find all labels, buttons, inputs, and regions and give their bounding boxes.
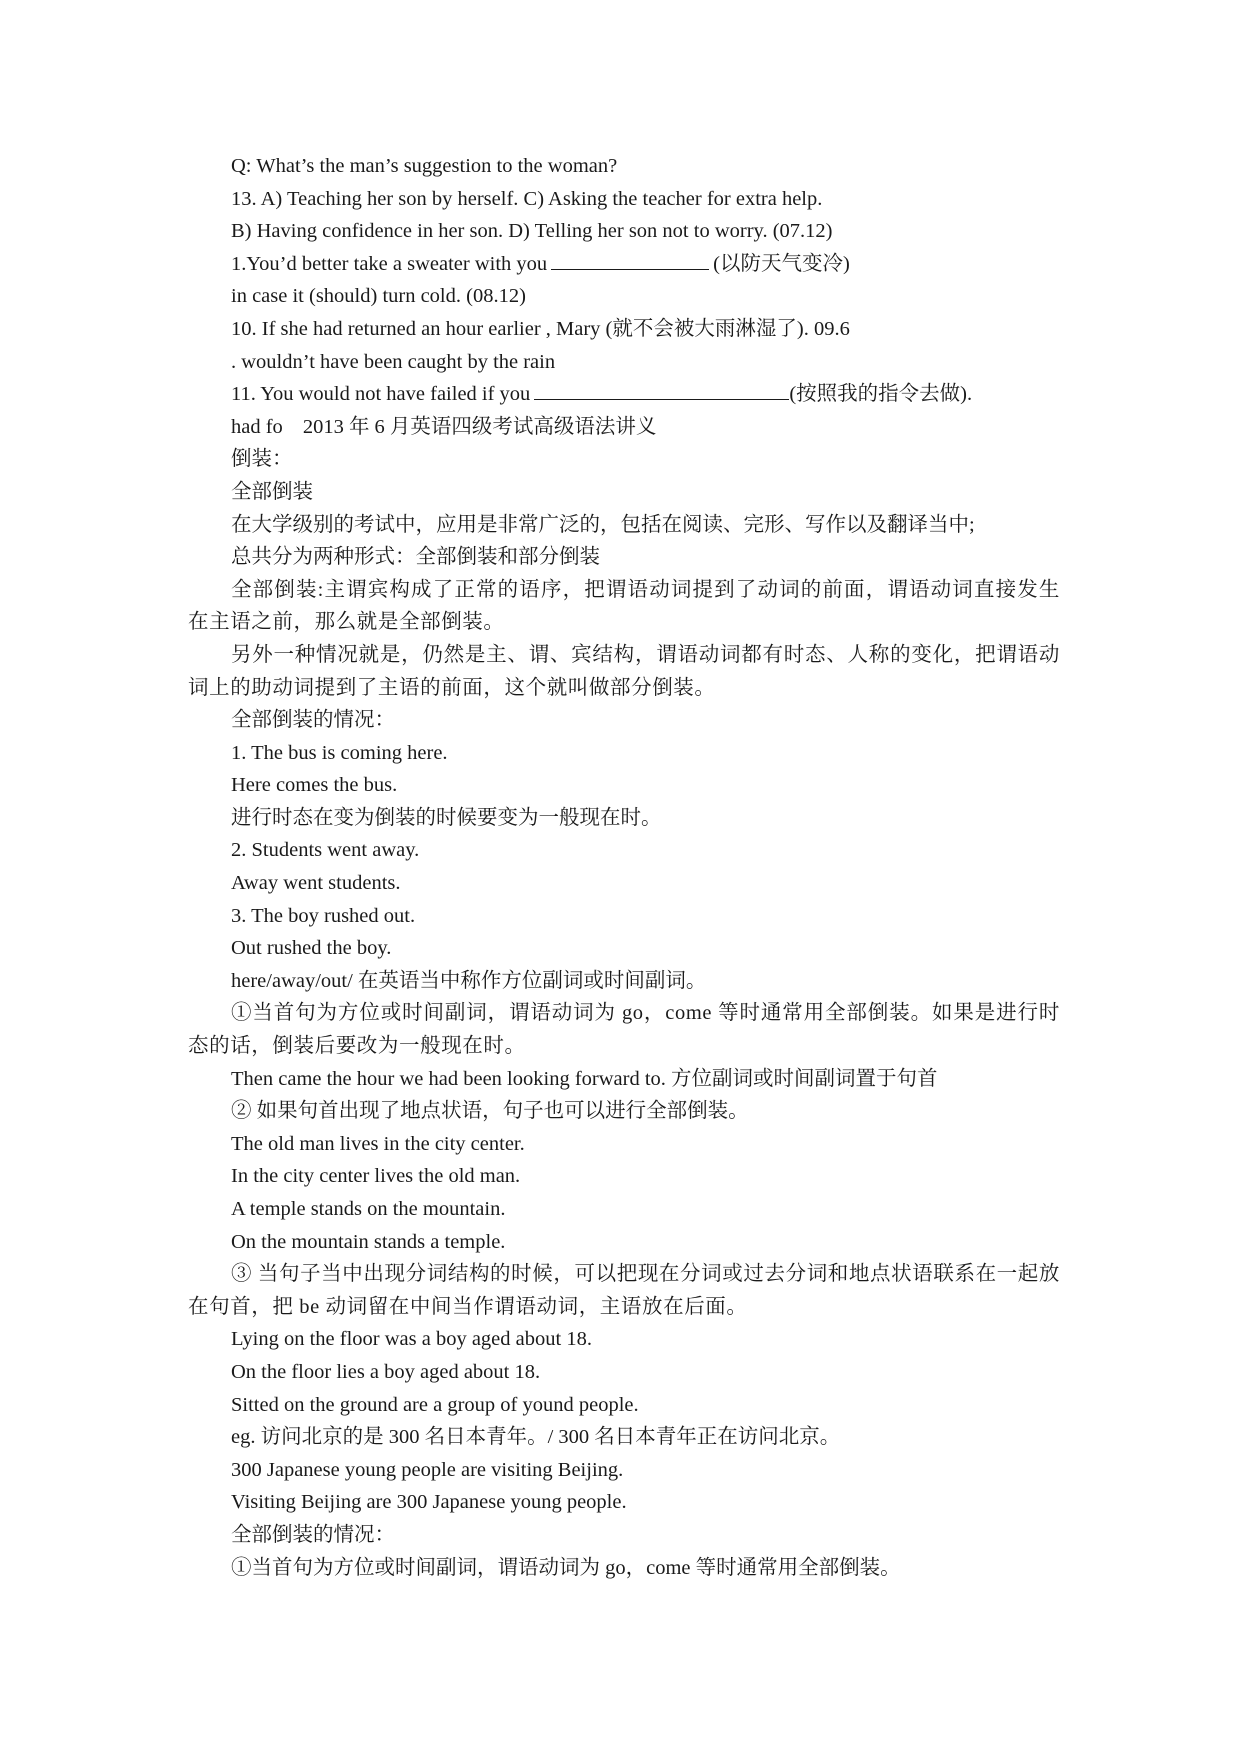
fill-blank-line bbox=[188, 378, 1060, 411]
example-line: Away went students. bbox=[231, 872, 401, 895]
sentence-hint: (以防天气变冷) bbox=[713, 252, 850, 275]
section-heading: 倒装： bbox=[231, 448, 293, 471]
example-line: 2. Students went away. bbox=[231, 839, 420, 862]
paragraph: ③ 当句子当中出现分词结构的时候，可以把现在分词或过去分词和地点状语联系在一起放在句首，把 be 动词留在中间当作谓语动词，主语放在后面。 bbox=[188, 1263, 1060, 1318]
example-line: Lying on the floor was a boy aged about 18. bbox=[231, 1328, 592, 1351]
example-line: Then came the hour we had been looking forward to. 方位副词或时间副词置于句首 bbox=[231, 1067, 938, 1090]
paragraph: ①当首句为方位或时间副词，谓语动词为 go，come 等时通常用全部倒装。如果是进行时态的话，倒装后要改为一般现在时。 bbox=[188, 1002, 1060, 1058]
example-line: Visiting Beijing are 300 Japanese young people. bbox=[231, 1491, 627, 1514]
subsection-heading: 全部倒装的情况： bbox=[231, 1523, 395, 1546]
example-line: 300 Japanese young people are visiting Beijing. bbox=[231, 1458, 624, 1481]
document-body bbox=[188, 150, 1060, 1584]
document-title: 2013 年 6 月英语四级考试高级语法讲义 bbox=[302, 415, 657, 438]
answer-line: in case it (should) turn cold. (08.12) bbox=[231, 285, 526, 308]
paragraph: 全部倒装:主谓宾构成了正常的语序，把谓语动词提到了动词的前面，谓语动词直接发生在主语之前，那么就是全部倒装。 bbox=[188, 578, 1060, 634]
text-line: 总共分为两种形式：全部倒装和部分倒装 bbox=[231, 546, 600, 569]
example-line: On the mountain stands a temple. bbox=[231, 1230, 506, 1253]
text-line: 进行时态在变为倒装的时候要变为一般现在时。 bbox=[231, 806, 662, 829]
example-line: 3. The boy rushed out. bbox=[231, 904, 416, 927]
text-line: 10. If she had returned an hour earlier , Mary (就不会被大雨淋湿了). 09.6 bbox=[231, 317, 850, 340]
example-line: The old man lives in the city center. bbox=[231, 1132, 525, 1155]
fragment-text: had fo bbox=[231, 415, 283, 438]
example-line: In the city center lives the old man. bbox=[231, 1165, 521, 1188]
fill-blank-line bbox=[188, 248, 1060, 281]
heading-line bbox=[188, 411, 1060, 444]
paragraph: 另外一种情况就是，仍然是主、谓、宾结构，谓语动词都有时态、人称的变化，把谓语动词上的助动词提到了主语的前面，这个就叫做部分倒装。 bbox=[188, 643, 1060, 699]
example-line: 1. The bus is coming here. bbox=[231, 741, 448, 764]
example-line: A temple stands on the mountain. bbox=[231, 1198, 506, 1220]
subsection-heading: 全部倒装 bbox=[231, 480, 313, 503]
answer-blank bbox=[534, 379, 789, 400]
example-line: Here comes the bus. bbox=[231, 774, 398, 797]
text-line: ② 如果句首出现了地点状语，句子也可以进行全部倒装。 bbox=[231, 1100, 749, 1123]
text-line: ①当首句为方位或时间副词，谓语动词为 go，come 等时通常用全部倒装。 bbox=[231, 1556, 901, 1579]
sentence-start: 1.You’d better take a sweater with you bbox=[231, 252, 548, 275]
text-line: eg. 访问北京的是 300 名日本青年。/ 300 名日本青年正在访问北京。 bbox=[231, 1426, 841, 1449]
answer-blank bbox=[551, 249, 709, 270]
option-line: 13. A) Teaching her son by herself. C) Asking the teacher for extra help. bbox=[231, 187, 823, 210]
example-line: Sitted on the ground are a group of yound people. bbox=[231, 1393, 639, 1416]
example-line: Out rushed the boy. bbox=[231, 937, 392, 960]
question-line: Q: What’s the man’s suggestion to the woman? bbox=[231, 155, 618, 177]
option-line: B) Having confidence in her son. D) Telling her son not to worry. (07.12) bbox=[231, 220, 833, 243]
text-line: 在大学级别的考试中，应用是非常广泛的，包括在阅读、完形、写作以及翻译当中; bbox=[231, 513, 975, 536]
text-line: here/away/out/ 在英语当中称作方位副词或时间副词。 bbox=[231, 969, 707, 992]
sentence-hint: (按照我的指令去做). bbox=[789, 383, 973, 406]
sentence-start: 11. You would not have failed if you bbox=[231, 383, 531, 406]
example-line: On the floor lies a boy aged about 18. bbox=[231, 1360, 541, 1383]
subsection-heading: 全部倒装的情况： bbox=[231, 709, 395, 732]
answer-line: . wouldn’t have been caught by the rain bbox=[231, 350, 556, 373]
